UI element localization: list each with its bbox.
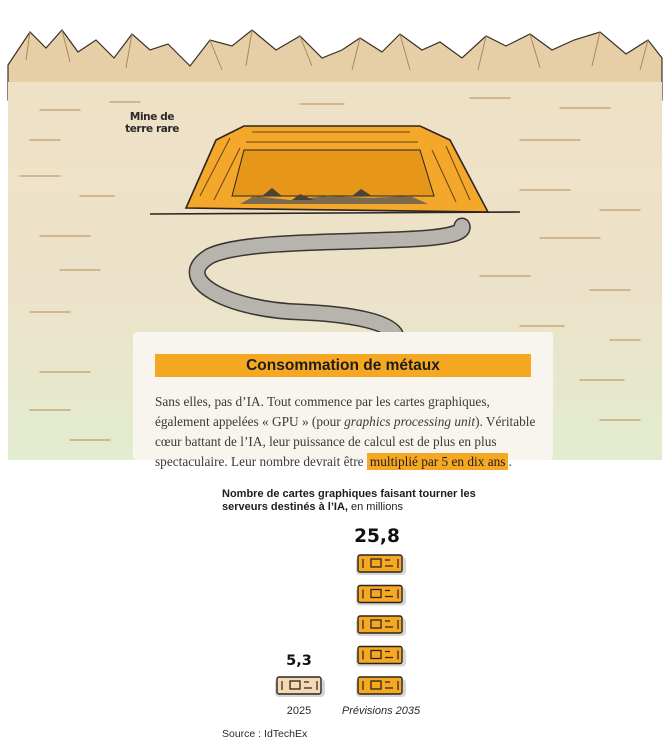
source-note: Source : IdTechEx — [222, 728, 308, 740]
value-label-2025: 5,3 — [286, 653, 312, 669]
card-body-text: Sans elles, pas d’IA. Tout commence par les cartes graphiques, également appelées « GPU » (pour graphics processing unit). Véritable cœur battant de l’IA, leur puissance de calcul est de plus en plus spectaculaire. Leur nombre devrait être multiplié par 5 en dix ans . — [155, 394, 536, 469]
card-title: Consommation de métaux — [155, 354, 531, 377]
category-label-2035: Prévisions 2035 — [341, 705, 421, 717]
card-highlight: multiplié par 5 en dix ans — [367, 453, 509, 470]
mine-label: Mine de terre rare — [125, 111, 179, 135]
gpu-card-icon — [356, 555, 406, 575]
gpu-card-icon — [275, 677, 325, 697]
value-label-2035: 25,8 — [354, 526, 400, 547]
card-body-italic: graphics processing unit — [344, 414, 476, 429]
gpu-card-icon — [356, 647, 406, 667]
gpu-card-icon — [356, 616, 406, 636]
gpu-card-icon — [356, 677, 406, 697]
category-label-2025: 2025 — [286, 705, 312, 717]
chart-title: Nombre de cartes graphiques faisant tourner les serveurs destinés à l’IA, en millions — [222, 488, 476, 513]
gpu-card-icon — [356, 586, 406, 606]
